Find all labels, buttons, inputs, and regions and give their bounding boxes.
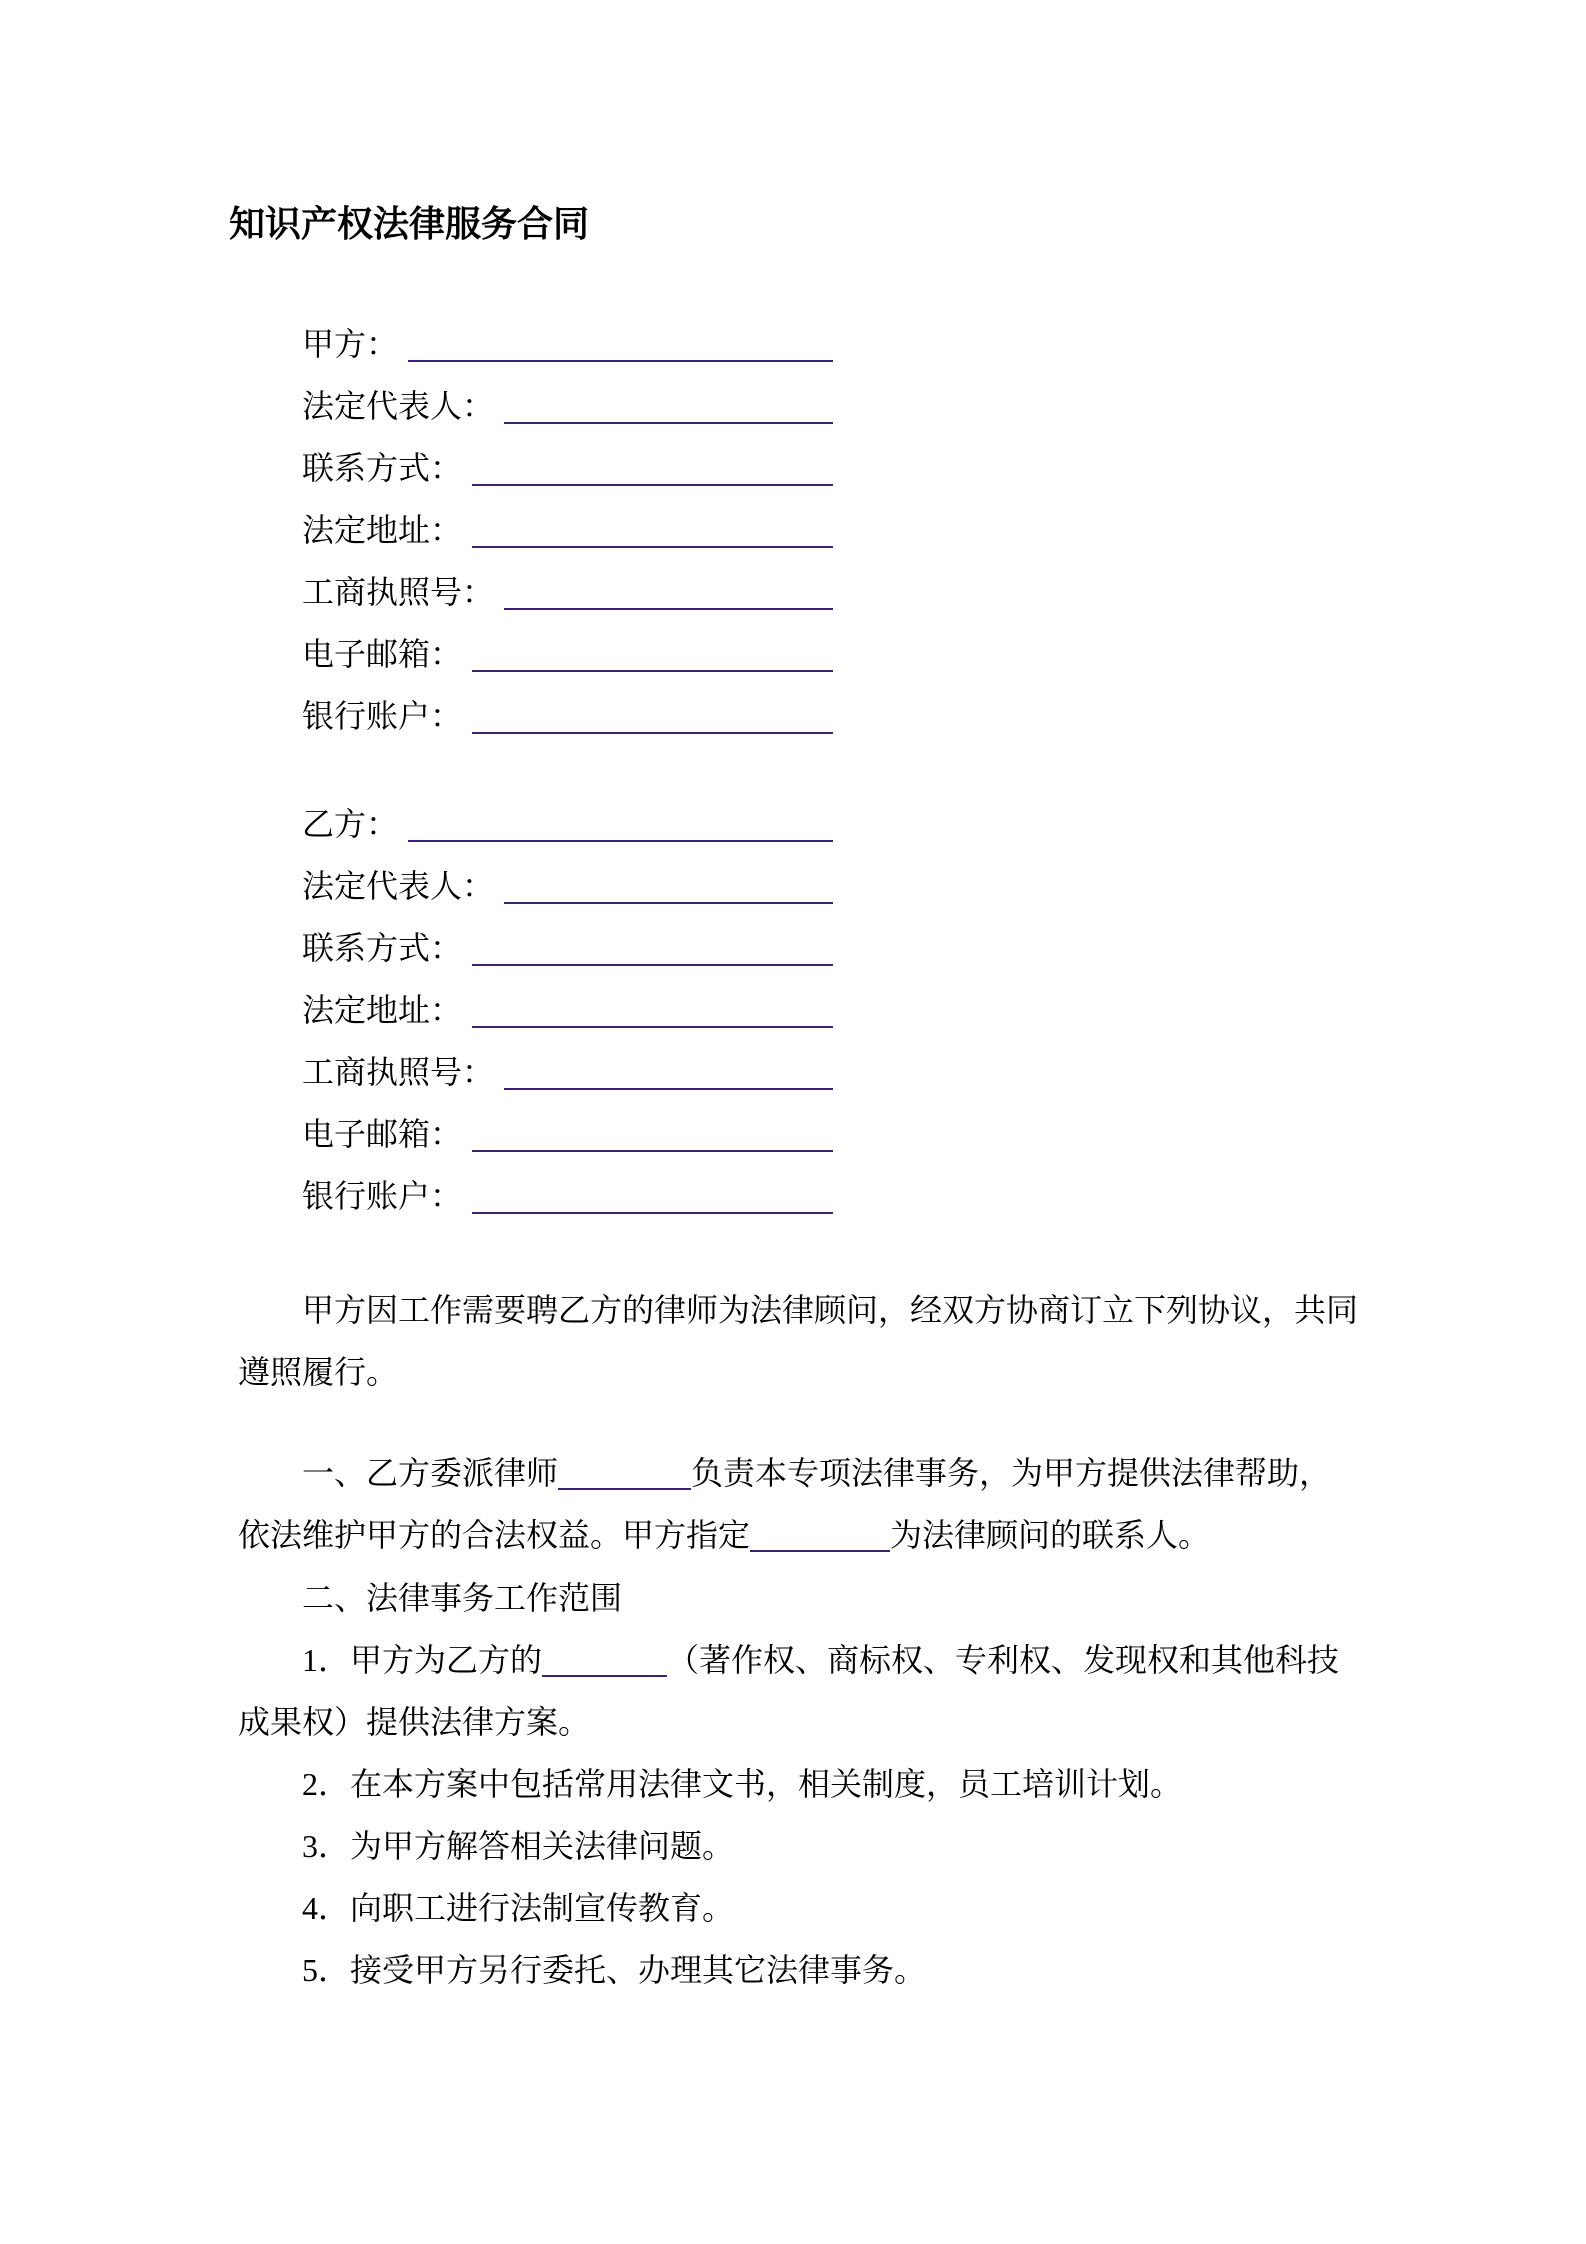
- body-text: 二、法律事务工作范围: [302, 1580, 623, 1616]
- body-text: 2．在本方案中包括常用法律文书，相关制度，员工培训计划。: [302, 1766, 1183, 1802]
- blank-underline: [408, 798, 833, 842]
- field-row: [302, 1028, 833, 1090]
- blank-underline: [504, 566, 833, 610]
- party-b-fields: [302, 780, 833, 1214]
- field-row: [302, 842, 833, 904]
- field-row: [302, 1152, 833, 1214]
- body-line: [238, 1504, 1408, 1566]
- body-line: [238, 1629, 1408, 1691]
- body-text: 遵照履行。: [238, 1354, 399, 1390]
- blank-underline: [472, 504, 833, 548]
- blank-underline: [408, 318, 833, 362]
- body-line: [238, 1877, 1408, 1939]
- body-text: 5．接受甲方另行委托、办理其它法律事务。: [302, 1952, 927, 1988]
- blank-underline: [750, 1510, 890, 1552]
- body-text: 负责本专项法律事务，为甲方提供法律帮助，: [691, 1455, 1332, 1491]
- body-line: [238, 1442, 1408, 1504]
- field-label: 联系方式：: [302, 450, 463, 487]
- blank-underline: [542, 1635, 667, 1677]
- field-label: 乙方：: [302, 806, 399, 843]
- body-line: [238, 1279, 1408, 1341]
- field-label: 电子邮箱：: [302, 1116, 463, 1153]
- body-text: 为法律顾问的联系人。: [890, 1517, 1211, 1553]
- blank-underline: [472, 922, 833, 966]
- blank-underline: [504, 380, 833, 424]
- field-row: [302, 904, 833, 966]
- body-text: 1．甲方为乙方的: [302, 1642, 543, 1678]
- blank-underline: [472, 442, 833, 486]
- page-title: 知识产权法律服务合同: [229, 204, 590, 244]
- body-text: 成果权）提供法律方案。: [238, 1704, 591, 1740]
- body-line: [238, 1939, 1408, 2001]
- field-label: 工商执照号：: [302, 574, 495, 611]
- field-label: 法定代表人：: [302, 868, 495, 905]
- body-line: [238, 1753, 1408, 1815]
- field-row: [302, 780, 833, 842]
- field-label: 银行账户：: [302, 698, 463, 735]
- body-text: （著作权、商标权、专利权、发现权和其他科技: [667, 1642, 1340, 1678]
- intro-paragraph: [238, 1279, 1408, 1403]
- field-row: [302, 672, 833, 734]
- body-line: [238, 1341, 1408, 1403]
- blank-underline: [472, 1108, 833, 1152]
- field-label: 工商执照号：: [302, 1054, 495, 1091]
- field-row: [302, 966, 833, 1028]
- field-label: 甲方：: [302, 326, 399, 363]
- field-label: 法定代表人：: [302, 388, 495, 425]
- blank-underline: [558, 1448, 691, 1490]
- field-label: 联系方式：: [302, 930, 463, 967]
- field-row: [302, 1090, 833, 1152]
- clause-one: [238, 1442, 1408, 1566]
- blank-underline: [504, 1046, 833, 1090]
- field-label: 银行账户：: [302, 1178, 463, 1215]
- body-line: [238, 1815, 1408, 1877]
- field-row: [302, 486, 833, 548]
- field-row: [302, 548, 833, 610]
- party-a-fields: [302, 300, 833, 734]
- blank-underline: [472, 690, 833, 734]
- blank-underline: [472, 984, 833, 1028]
- body-text: 4．向职工进行法制宣传教育。: [302, 1890, 735, 1926]
- field-row: [302, 610, 833, 672]
- field-label: 法定地址：: [302, 512, 463, 549]
- body-text: 3．为甲方解答相关法律问题。: [302, 1828, 735, 1864]
- field-row: [302, 362, 833, 424]
- blank-underline: [504, 860, 833, 904]
- body-text: 一、乙方委派律师: [302, 1455, 559, 1491]
- body-text: 依法维护甲方的合法权益。甲方指定: [238, 1517, 751, 1553]
- clause-two-scope: [238, 1567, 1408, 2001]
- field-label: 法定地址：: [302, 992, 463, 1029]
- body-line: [238, 1567, 1408, 1629]
- body-line: [238, 1691, 1408, 1753]
- field-row: [302, 300, 833, 362]
- field-label: 电子邮箱：: [302, 636, 463, 673]
- body-text: 甲方因工作需要聘乙方的律师为法律顾问，经双方协商订立下列协议，共同: [302, 1292, 1359, 1328]
- blank-underline: [472, 628, 833, 672]
- blank-underline: [472, 1170, 833, 1214]
- field-row: [302, 424, 833, 486]
